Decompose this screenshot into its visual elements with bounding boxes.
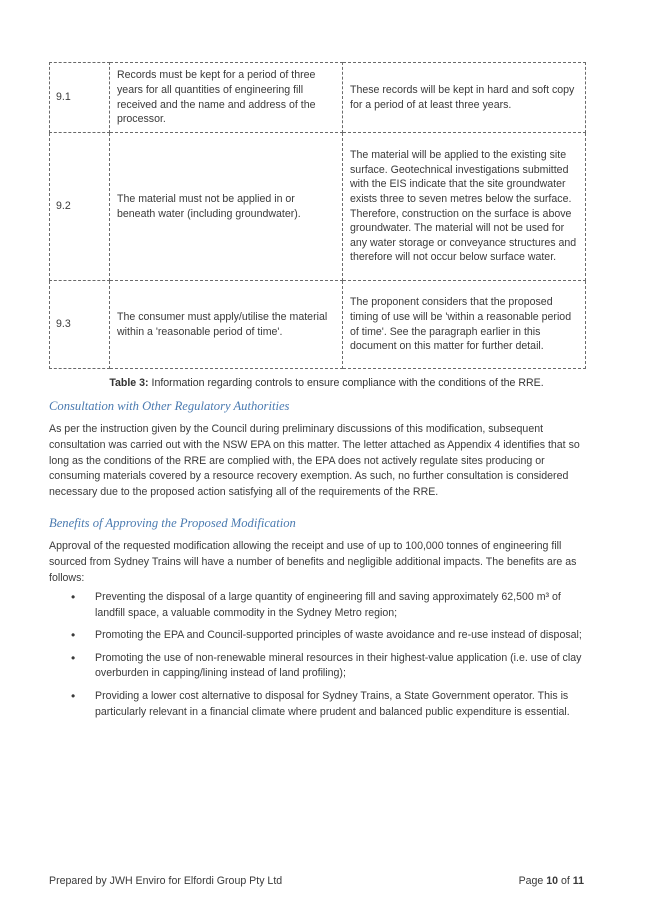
consultation-paragraph: As per the instruction given by the Council during preliminary discussions of this modification, subsequent consultation was carried out with the NSW EPA on this matter. The letter attached as Appendix 4 identifies that so long as the conditions of the RRE are complied with, the EPA does not actively regulate sites producing or consuming materials covered by a resource recovery exemption. As such, no further consultation is considered necessary due to the proposed action satisfying all of the requirements of the RRE. [49, 423, 580, 499]
section-heading-benefits: Benefits of Approving the Proposed Modification [49, 516, 296, 530]
caption-label: Table 3: [109, 377, 149, 389]
footer-prepared-by: Prepared by JWH Enviro for Elfordi Group Pty Ltd [49, 875, 283, 887]
row-number: 9.2 [50, 133, 110, 281]
benefits-paragraph: Approval of the requested modification allowing the receipt and use of up to 100,000 tonnes of engineering fill sourced from Sydney Trains will have a number of benefits and negligible additional impacts. The benefits are as follows: [49, 540, 577, 584]
row-number: 9.3 [50, 281, 110, 369]
bullet-icon: • [71, 590, 76, 604]
bullet-icon: • [71, 628, 76, 643]
benefits-list [49, 590, 589, 727]
section-heading-consultation: Consultation with Other Regulatory Authorities [49, 399, 290, 413]
condition-cell: The material must not be applied in or beneath water (including groundwater). [110, 133, 343, 281]
table-row [50, 133, 586, 281]
table-row [50, 63, 586, 133]
page-total: 11 [572, 875, 584, 887]
list-item [49, 651, 589, 682]
list-item-text: Promoting the EPA and Council-supported principles of waste avoidance and re-use instead of disposal; [95, 629, 582, 642]
table-row [50, 281, 586, 369]
page-prefix: Page [518, 875, 547, 887]
response-cell: The material will be applied to the existing site surface. Geotechnical investigations submitted with the EIS indicate that the site groundwater exists three to seven metres below the surface. Therefore, construction on the surface is above groundwater. The material will not be used for any water storage or conveyance structures and therefore will not occur below surface water. [343, 133, 586, 281]
row-number: 9.1 [50, 63, 110, 133]
page-of: of [558, 875, 573, 887]
bullet-icon: • [71, 650, 76, 665]
table-caption [0, 376, 653, 390]
caption-text: Information regarding controls to ensure compliance with the conditions of the RRE. [148, 377, 544, 389]
condition-cell: The consumer must apply/utilise the material within a 'reasonable period of time'. [110, 281, 343, 369]
compliance-table [49, 62, 586, 369]
page-current: 10 [546, 875, 559, 887]
response-cell: These records will be kept in hard and soft copy for a period of at least three years. [343, 63, 586, 133]
list-item-text: Providing a lower cost alternative to disposal for Sydney Trains, a State Government operator. This is particularly relevant in a financial climate where prudent and balanced public expenditure is essential. [95, 689, 570, 718]
list-item-text: Promoting the use of non-renewable mineral resources in their highest-value application (i.e. use of clay overburden in capping/lining instead of land profiling); [95, 651, 582, 680]
list-item [49, 689, 589, 720]
list-item [49, 628, 589, 644]
condition-cell: Records must be kept for a period of three years for all quantities of engineering fill received and the name and address of the processor. [110, 63, 343, 133]
list-item [49, 590, 589, 621]
bullet-icon: • [71, 688, 76, 703]
footer-page-number [519, 875, 584, 887]
list-item-text: Preventing the disposal of a large quantity of engineering fill and saving approximately 62,500 m³ of landfill space, a valuable commodity in the Sydney Metro region; [95, 591, 561, 619]
response-cell: The proponent considers that the proposed timing of use will be 'within a reasonable period of time'. See the paragraph earlier in this document on this matter for further detail. [343, 281, 586, 369]
